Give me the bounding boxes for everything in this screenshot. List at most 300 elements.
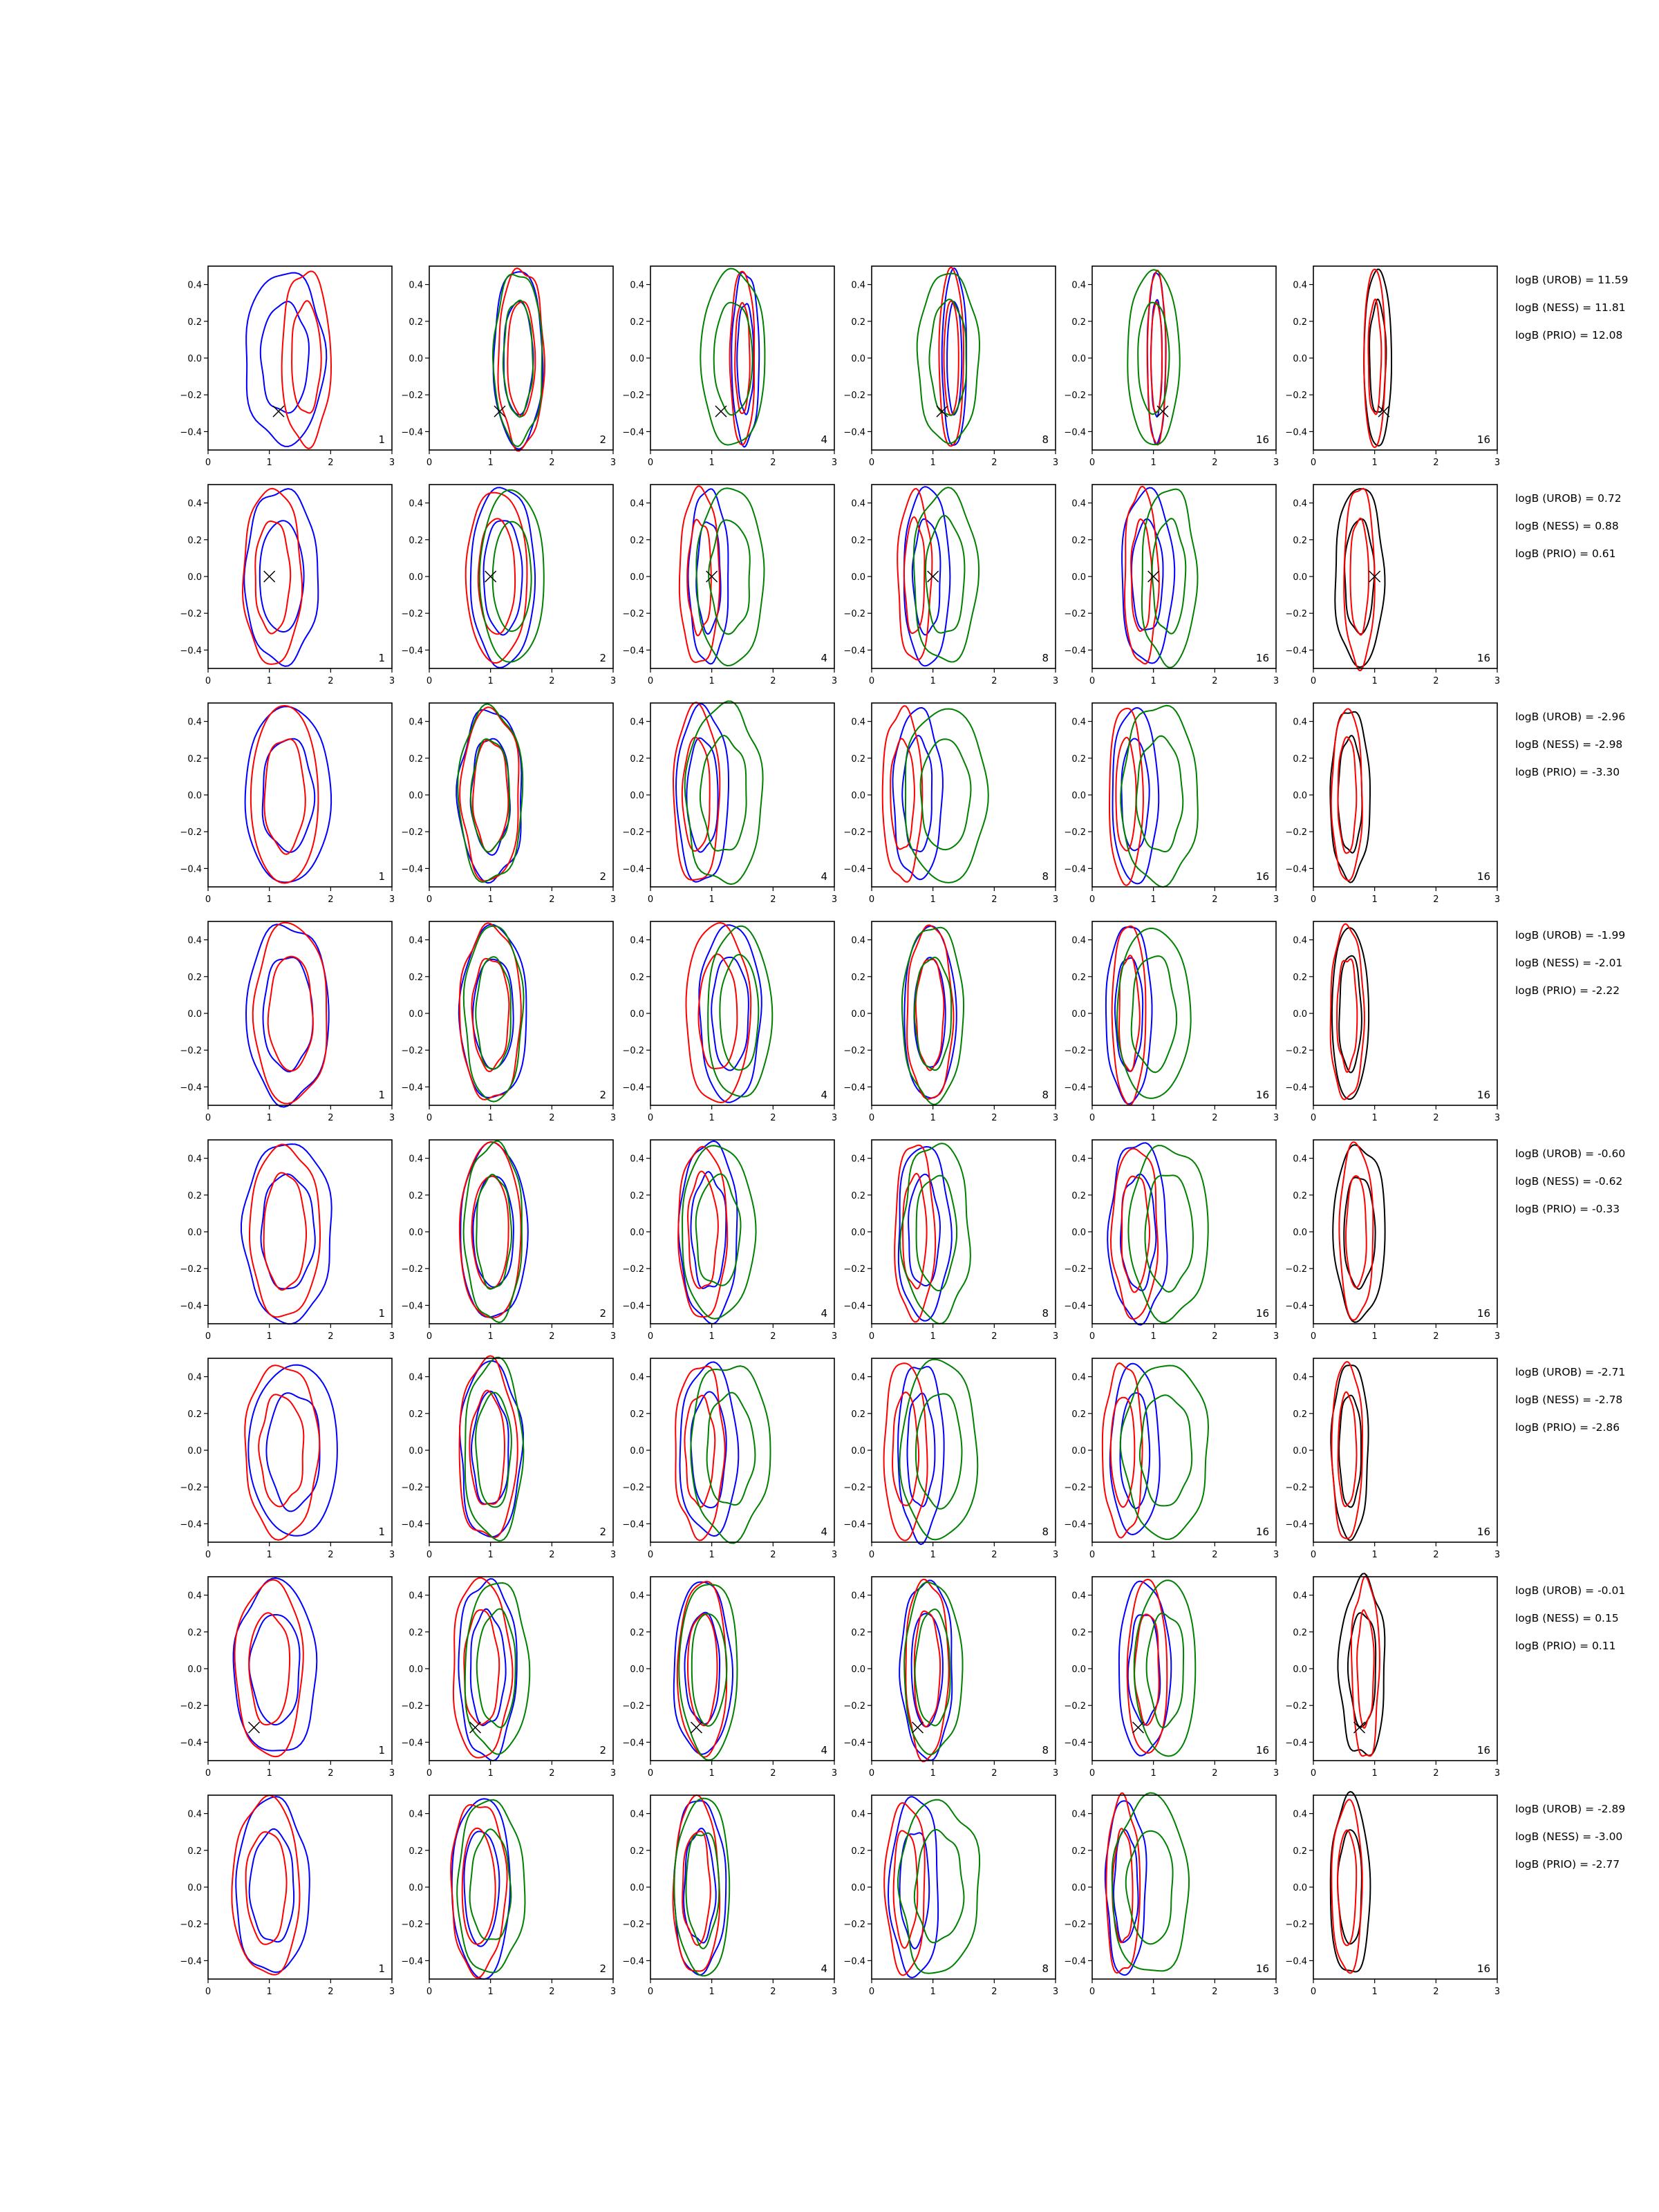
contour-red-level1 bbox=[1147, 270, 1166, 444]
panel-r3-c6 bbox=[1285, 703, 1500, 905]
panel-corner-label: 4 bbox=[821, 1526, 827, 1538]
logb-annotation: logB (NESS) = -3.00 bbox=[1515, 1830, 1623, 1843]
x-tick-label: 3 bbox=[1273, 1113, 1280, 1123]
x-tick-label: 1 bbox=[709, 676, 715, 686]
truth-marker bbox=[715, 406, 727, 417]
y-tick-label: 0.0 bbox=[851, 354, 865, 364]
y-tick-label: −0.2 bbox=[180, 827, 202, 838]
panel-r3-c4 bbox=[843, 703, 1058, 905]
y-tick-label: 0.0 bbox=[851, 791, 865, 801]
x-tick-label: 3 bbox=[1273, 894, 1280, 905]
y-tick-label: 0.2 bbox=[1293, 317, 1307, 328]
x-tick-label: 2 bbox=[1433, 1987, 1439, 1997]
contour-red-level2 bbox=[1338, 1830, 1356, 1946]
axes-frame bbox=[1313, 1795, 1497, 1979]
contour-green-level1 bbox=[480, 490, 544, 662]
x-tick-label: 3 bbox=[831, 1331, 838, 1342]
panel-r6-c4 bbox=[843, 1358, 1058, 1560]
x-tick-label: 3 bbox=[388, 1987, 395, 1997]
panel-r8-c4 bbox=[843, 1795, 1058, 1997]
x-tick-label: 3 bbox=[388, 458, 395, 468]
contour-blue-level2 bbox=[737, 303, 753, 414]
contour-blue-level1 bbox=[458, 1579, 516, 1761]
y-tick-label: 0.4 bbox=[1071, 1591, 1086, 1602]
panel-corner-label: 16 bbox=[1255, 1744, 1269, 1756]
y-tick-label: 0.4 bbox=[630, 1591, 644, 1602]
x-tick-label: 0 bbox=[426, 1550, 433, 1560]
y-tick-label: 0.2 bbox=[1293, 972, 1307, 983]
x-tick-label: 3 bbox=[388, 1331, 395, 1342]
contour-blue-level1 bbox=[680, 1362, 739, 1536]
x-tick-label: 1 bbox=[487, 1987, 494, 1997]
contour-red-level2 bbox=[264, 1173, 306, 1291]
axes-frame bbox=[208, 703, 392, 887]
panel-r5-c4 bbox=[843, 1140, 1058, 1342]
x-tick-label: 3 bbox=[610, 1113, 617, 1123]
contour-green-level1 bbox=[465, 1358, 524, 1541]
y-tick-label: 0.4 bbox=[409, 717, 423, 728]
x-tick-label: 2 bbox=[549, 1550, 555, 1560]
y-tick-label: −0.4 bbox=[180, 1956, 202, 1967]
y-tick-label: 0.4 bbox=[187, 1809, 202, 1820]
y-tick-label: 0.0 bbox=[1293, 1446, 1307, 1456]
panel-r6-c3 bbox=[622, 1358, 837, 1560]
y-tick-label: −0.2 bbox=[401, 391, 423, 402]
contour-red-level2 bbox=[259, 1394, 303, 1506]
contour-blue-level1 bbox=[904, 926, 956, 1098]
x-tick-label: 1 bbox=[487, 1331, 494, 1342]
x-tick-label: 2 bbox=[549, 1768, 555, 1779]
x-tick-label: 3 bbox=[1494, 676, 1501, 686]
x-tick-label: 3 bbox=[831, 1987, 838, 1997]
contour-blue-level1 bbox=[1107, 1143, 1167, 1324]
y-tick-label: 0.2 bbox=[630, 1409, 644, 1420]
y-tick-label: 0.2 bbox=[1071, 1190, 1086, 1201]
x-tick-label: 1 bbox=[487, 676, 494, 686]
x-tick-label: 0 bbox=[1089, 1550, 1096, 1560]
x-tick-label: 0 bbox=[1089, 1768, 1096, 1779]
panel-corner-label: 8 bbox=[1042, 1526, 1049, 1538]
x-tick-label: 1 bbox=[266, 1113, 272, 1123]
axes-frame bbox=[208, 1358, 392, 1542]
panel-r1-c2 bbox=[401, 266, 616, 468]
contour-red-level1 bbox=[243, 489, 302, 664]
panel-r2-c5 bbox=[1064, 485, 1279, 686]
logb-annotation: logB (UROB) = 0.72 bbox=[1515, 492, 1622, 505]
y-tick-label: 0.0 bbox=[409, 1446, 423, 1456]
y-tick-label: −0.4 bbox=[622, 1738, 644, 1749]
y-tick-label: 0.0 bbox=[630, 1665, 644, 1675]
x-tick-label: 3 bbox=[831, 1550, 838, 1560]
panel-corner-label: 2 bbox=[599, 870, 606, 883]
y-tick-label: −0.2 bbox=[1285, 609, 1307, 620]
y-tick-label: 0.4 bbox=[1071, 498, 1086, 509]
contour-red-level2 bbox=[469, 1390, 505, 1504]
y-tick-label: 0.4 bbox=[187, 1154, 202, 1165]
contour-green-level2 bbox=[1140, 1395, 1192, 1506]
x-tick-label: 3 bbox=[831, 458, 838, 468]
x-tick-label: 2 bbox=[1212, 1987, 1218, 1997]
y-tick-label: −0.2 bbox=[1285, 827, 1307, 838]
y-tick-label: −0.2 bbox=[622, 827, 644, 838]
logb-annotation: logB (UROB) = 11.59 bbox=[1515, 274, 1629, 286]
contour-blue-level2 bbox=[908, 1393, 935, 1506]
contour-blue-level2 bbox=[947, 301, 962, 415]
axes-frame bbox=[429, 485, 613, 668]
y-tick-label: 0.4 bbox=[187, 1372, 202, 1383]
x-tick-label: 2 bbox=[770, 1768, 776, 1779]
contour-red-level2 bbox=[1151, 302, 1162, 413]
panel-r8-c2 bbox=[401, 1795, 616, 1997]
y-tick-label: 0.4 bbox=[409, 1372, 423, 1383]
x-tick-label: 1 bbox=[1371, 1113, 1378, 1123]
panel-corner-label: 1 bbox=[378, 1962, 385, 1975]
y-tick-label: −0.4 bbox=[843, 1082, 865, 1094]
contour-red-level2 bbox=[1351, 518, 1369, 635]
panel-r7-c4 bbox=[843, 1577, 1058, 1779]
x-tick-label: 2 bbox=[549, 894, 555, 905]
axes-frame bbox=[208, 485, 392, 668]
y-tick-label: 0.4 bbox=[409, 935, 423, 946]
y-tick-label: −0.2 bbox=[1064, 1264, 1086, 1275]
y-tick-label: 0.2 bbox=[1071, 317, 1086, 328]
y-tick-label: 0.0 bbox=[630, 572, 644, 583]
axes-frame bbox=[1313, 1577, 1497, 1761]
panel-r7-c1 bbox=[180, 1577, 395, 1779]
x-tick-label: 2 bbox=[1212, 1550, 1218, 1560]
y-tick-label: 0.4 bbox=[187, 280, 202, 291]
x-tick-label: 1 bbox=[487, 894, 494, 905]
y-tick-label: 0.2 bbox=[630, 1846, 644, 1857]
logb-annotation: logB (PRIO) = -2.86 bbox=[1515, 1421, 1620, 1434]
x-tick-label: 3 bbox=[1052, 1768, 1059, 1779]
panel-corner-label: 16 bbox=[1477, 652, 1490, 664]
contour-green-level2 bbox=[477, 1609, 516, 1728]
y-tick-label: 0.4 bbox=[630, 1809, 644, 1820]
x-tick-label: 2 bbox=[1433, 894, 1439, 905]
x-tick-label: 0 bbox=[426, 894, 433, 905]
panel-corner-label: 16 bbox=[1255, 1307, 1269, 1320]
contour-blue-level2 bbox=[263, 739, 315, 852]
x-tick-label: 0 bbox=[1310, 1113, 1317, 1123]
y-tick-label: 0.4 bbox=[630, 717, 644, 728]
panel-r8-c1 bbox=[180, 1795, 395, 1997]
contour-red-level1 bbox=[253, 923, 327, 1104]
y-tick-label: 0.0 bbox=[409, 572, 423, 583]
y-tick-label: 0.4 bbox=[851, 935, 865, 946]
y-tick-label: −0.4 bbox=[1285, 1738, 1307, 1749]
y-tick-label: 0.0 bbox=[630, 1009, 644, 1020]
y-tick-label: −0.2 bbox=[180, 1046, 202, 1057]
contour-green-level2 bbox=[692, 1614, 727, 1726]
panel-r6-c1 bbox=[180, 1358, 395, 1560]
x-tick-label: 2 bbox=[1212, 1768, 1218, 1779]
y-tick-label: 0.4 bbox=[1293, 717, 1307, 728]
x-tick-label: 0 bbox=[205, 1768, 212, 1779]
x-tick-label: 1 bbox=[266, 458, 272, 468]
panel-r2-c2 bbox=[401, 485, 616, 686]
y-tick-label: 0.4 bbox=[1071, 1809, 1086, 1820]
y-tick-label: 0.0 bbox=[1293, 1665, 1307, 1675]
x-tick-label: 1 bbox=[930, 1113, 936, 1123]
contour-blue-level2 bbox=[473, 959, 514, 1069]
y-tick-label: 0.2 bbox=[630, 535, 644, 546]
x-tick-label: 0 bbox=[426, 1987, 433, 1997]
logb-annotation: logB (UROB) = -0.01 bbox=[1515, 1584, 1626, 1597]
panel-corner-label: 2 bbox=[599, 433, 606, 446]
y-tick-label: 0.0 bbox=[851, 1446, 865, 1456]
y-tick-label: 0.2 bbox=[409, 1627, 423, 1638]
contour-red-level1 bbox=[939, 268, 964, 446]
y-tick-label: 0.2 bbox=[1071, 1409, 1086, 1420]
x-tick-label: 2 bbox=[549, 1331, 555, 1342]
contour-green-level2 bbox=[476, 1174, 512, 1289]
y-tick-label: −0.2 bbox=[180, 1920, 202, 1931]
logb-annotation: logB (NESS) = -0.62 bbox=[1515, 1175, 1623, 1188]
y-tick-label: 0.0 bbox=[187, 1883, 202, 1893]
x-tick-label: 1 bbox=[266, 1768, 272, 1779]
axes-frame bbox=[429, 266, 613, 450]
y-tick-label: 0.0 bbox=[187, 572, 202, 583]
contour-red-level2 bbox=[507, 301, 535, 416]
logb-annotation: logB (NESS) = 0.88 bbox=[1515, 520, 1619, 532]
axes-frame bbox=[872, 1358, 1056, 1542]
contour-red-level2 bbox=[894, 1830, 918, 1948]
x-tick-label: 2 bbox=[991, 676, 997, 686]
x-tick-label: 1 bbox=[487, 1550, 494, 1560]
x-tick-label: 2 bbox=[991, 1331, 997, 1342]
contour-red-level1 bbox=[1331, 1799, 1362, 1973]
y-tick-label: 0.0 bbox=[1293, 1228, 1307, 1238]
y-tick-label: 0.4 bbox=[630, 1372, 644, 1383]
x-tick-label: 2 bbox=[770, 1987, 776, 1997]
x-tick-label: 2 bbox=[1433, 458, 1439, 468]
contour-blue-level1 bbox=[236, 1797, 310, 1972]
x-tick-label: 2 bbox=[549, 1113, 555, 1123]
x-tick-label: 2 bbox=[328, 1550, 334, 1560]
x-tick-label: 3 bbox=[1273, 1550, 1280, 1560]
axes-frame bbox=[1092, 266, 1276, 450]
y-tick-label: −0.4 bbox=[1064, 1956, 1086, 1967]
y-tick-label: −0.4 bbox=[180, 1082, 202, 1094]
y-tick-label: 0.2 bbox=[630, 753, 644, 765]
y-tick-label: −0.4 bbox=[180, 427, 202, 438]
x-tick-label: 1 bbox=[1371, 458, 1378, 468]
x-tick-label: 3 bbox=[831, 894, 838, 905]
contour-green-level1 bbox=[1127, 270, 1179, 444]
panel-r1-c5 bbox=[1064, 266, 1279, 468]
y-tick-label: −0.4 bbox=[622, 1519, 644, 1530]
panel-r5-c5 bbox=[1064, 1140, 1279, 1342]
logb-annotation: logB (NESS) = 11.81 bbox=[1515, 301, 1626, 314]
y-tick-label: 0.4 bbox=[187, 498, 202, 509]
contour-blue-level2 bbox=[471, 1609, 506, 1726]
x-tick-label: 2 bbox=[328, 676, 334, 686]
contour-red-level1 bbox=[1109, 709, 1143, 885]
panel-r6-c6 bbox=[1285, 1358, 1500, 1560]
y-tick-label: −0.2 bbox=[1064, 1483, 1086, 1494]
x-tick-label: 0 bbox=[647, 1113, 654, 1123]
y-tick-label: 0.2 bbox=[851, 972, 865, 983]
y-tick-label: −0.4 bbox=[843, 1738, 865, 1749]
contour-green-level1 bbox=[900, 1360, 978, 1540]
y-tick-label: 0.4 bbox=[1071, 717, 1086, 728]
y-tick-label: 0.4 bbox=[187, 717, 202, 728]
y-tick-label: 0.4 bbox=[1293, 280, 1307, 291]
y-tick-label: −0.4 bbox=[401, 1082, 423, 1094]
panel-r4-c5 bbox=[1064, 921, 1279, 1123]
y-tick-label: 0.2 bbox=[409, 1409, 423, 1420]
contour-blue-level2 bbox=[711, 957, 749, 1071]
x-tick-label: 0 bbox=[1089, 1113, 1096, 1123]
contour-green-level1 bbox=[1134, 1580, 1196, 1756]
panel-r3-c1 bbox=[180, 703, 395, 905]
contour-green-level2 bbox=[720, 955, 758, 1070]
x-tick-label: 0 bbox=[868, 458, 875, 468]
contour-green-level2 bbox=[709, 520, 750, 634]
y-tick-label: −0.2 bbox=[401, 1920, 423, 1931]
contour-green-level2 bbox=[1138, 303, 1169, 414]
x-tick-label: 0 bbox=[1310, 894, 1317, 905]
y-tick-label: 0.2 bbox=[409, 1190, 423, 1201]
panel-corner-label: 4 bbox=[821, 652, 827, 664]
x-tick-label: 1 bbox=[266, 1331, 272, 1342]
x-tick-label: 1 bbox=[709, 1768, 715, 1779]
x-tick-label: 0 bbox=[1089, 1331, 1096, 1342]
axes-frame bbox=[1092, 485, 1276, 668]
panel-r2-c3 bbox=[622, 485, 837, 686]
panel-r5-c3 bbox=[622, 1140, 837, 1342]
x-tick-label: 1 bbox=[1371, 1331, 1378, 1342]
contour-green-level1 bbox=[898, 1800, 980, 1974]
y-tick-label: 0.2 bbox=[630, 1190, 644, 1201]
truth-marker bbox=[1148, 571, 1159, 582]
x-tick-label: 3 bbox=[1494, 1550, 1501, 1560]
y-tick-label: 0.4 bbox=[1293, 1154, 1307, 1165]
y-tick-label: −0.4 bbox=[1285, 427, 1307, 438]
x-tick-label: 1 bbox=[930, 1768, 936, 1779]
panel-r4-c2 bbox=[401, 921, 616, 1123]
x-tick-label: 0 bbox=[1310, 458, 1317, 468]
y-tick-label: 0.2 bbox=[1071, 1627, 1086, 1638]
x-tick-label: 1 bbox=[266, 676, 272, 686]
x-tick-label: 0 bbox=[1089, 1987, 1096, 1997]
y-tick-label: −0.2 bbox=[622, 1264, 644, 1275]
logb-annotation: logB (PRIO) = -0.33 bbox=[1515, 1203, 1620, 1215]
panel-r1-c6 bbox=[1285, 266, 1500, 468]
y-tick-label: −0.4 bbox=[1064, 646, 1086, 657]
x-tick-label: 0 bbox=[1089, 458, 1096, 468]
x-tick-label: 0 bbox=[205, 458, 212, 468]
panel-corner-label: 4 bbox=[821, 1744, 827, 1756]
contour-blue-level1 bbox=[893, 708, 943, 879]
contour-red-level1 bbox=[1331, 709, 1362, 880]
axes-frame bbox=[650, 485, 834, 668]
panel-corner-label: 4 bbox=[821, 870, 827, 883]
panel-corner-label: 8 bbox=[1042, 1744, 1049, 1756]
x-tick-label: 0 bbox=[1310, 676, 1317, 686]
y-tick-label: 0.4 bbox=[851, 1591, 865, 1602]
x-tick-label: 2 bbox=[1433, 676, 1439, 686]
y-tick-label: 0.2 bbox=[187, 1846, 202, 1857]
y-tick-label: 0.0 bbox=[1293, 572, 1307, 583]
y-tick-label: 0.4 bbox=[187, 1591, 202, 1602]
y-tick-label: 0.0 bbox=[630, 1228, 644, 1238]
y-tick-label: 0.0 bbox=[1071, 354, 1086, 364]
x-tick-label: 2 bbox=[1433, 1550, 1439, 1560]
y-tick-label: 0.2 bbox=[851, 1627, 865, 1638]
x-tick-label: 3 bbox=[610, 1550, 617, 1560]
contour-red-level2 bbox=[903, 1174, 927, 1289]
y-tick-label: 0.0 bbox=[1293, 791, 1307, 801]
contour-green-level2 bbox=[916, 1394, 962, 1508]
contour-red-level2 bbox=[1346, 1176, 1367, 1288]
y-tick-label: −0.4 bbox=[1064, 864, 1086, 875]
x-tick-label: 0 bbox=[647, 1550, 654, 1560]
axes-frame bbox=[1313, 266, 1497, 450]
x-tick-label: 3 bbox=[1052, 894, 1059, 905]
y-tick-label: 0.2 bbox=[187, 753, 202, 765]
truth-marker bbox=[485, 571, 496, 582]
panel-r8-c5 bbox=[1064, 1793, 1279, 1997]
truth-marker bbox=[912, 1722, 924, 1733]
x-tick-label: 0 bbox=[426, 1768, 433, 1779]
y-tick-label: −0.4 bbox=[401, 427, 423, 438]
x-tick-label: 0 bbox=[868, 1768, 875, 1779]
contour-blue-level1 bbox=[674, 1582, 733, 1754]
x-tick-label: 1 bbox=[1371, 1768, 1378, 1779]
x-tick-label: 2 bbox=[991, 1987, 997, 1997]
x-tick-label: 2 bbox=[1433, 1331, 1439, 1342]
contour-red-level1 bbox=[235, 1580, 303, 1757]
x-tick-label: 2 bbox=[770, 1113, 776, 1123]
panel-corner-label: 4 bbox=[821, 1089, 827, 1101]
y-tick-label: 0.2 bbox=[1071, 972, 1086, 983]
contour-red-level2 bbox=[255, 521, 290, 634]
y-tick-label: −0.2 bbox=[401, 1046, 423, 1057]
x-tick-label: 0 bbox=[868, 1987, 875, 1997]
logb-annotation: logB (NESS) = -2.01 bbox=[1515, 957, 1623, 969]
axes-frame bbox=[1313, 485, 1497, 668]
contour-blue-level1 bbox=[241, 1144, 332, 1324]
panel-corner-label: 8 bbox=[1042, 870, 1049, 883]
logb-annotation: logB (PRIO) = -2.77 bbox=[1515, 1858, 1620, 1871]
x-tick-label: 1 bbox=[930, 458, 936, 468]
contour-green-level2 bbox=[915, 1830, 964, 1942]
y-tick-label: 0.2 bbox=[409, 317, 423, 328]
panel-r1-c1 bbox=[180, 266, 395, 468]
y-tick-label: 0.2 bbox=[851, 317, 865, 328]
logb-annotation: logB (NESS) = -2.98 bbox=[1515, 738, 1623, 751]
x-tick-label: 0 bbox=[205, 1550, 212, 1560]
x-tick-label: 3 bbox=[1494, 458, 1501, 468]
y-tick-label: −0.2 bbox=[1285, 1701, 1307, 1712]
contour-red-level1 bbox=[884, 1803, 925, 1975]
y-tick-label: 0.0 bbox=[409, 791, 423, 801]
x-tick-label: 0 bbox=[868, 1550, 875, 1560]
y-tick-label: −0.4 bbox=[1064, 1301, 1086, 1312]
panel-r3-c5 bbox=[1064, 703, 1279, 905]
logb-annotation: logB (UROB) = -1.99 bbox=[1515, 929, 1626, 941]
contour-green-level1 bbox=[457, 1800, 525, 1973]
x-tick-label: 3 bbox=[1273, 1768, 1280, 1779]
x-tick-label: 1 bbox=[487, 1768, 494, 1779]
y-tick-label: 0.4 bbox=[409, 1591, 423, 1602]
y-tick-label: 0.0 bbox=[409, 1009, 423, 1020]
y-tick-label: 0.0 bbox=[851, 1665, 865, 1675]
contour-green-level2 bbox=[493, 522, 532, 632]
y-tick-label: −0.2 bbox=[1064, 1701, 1086, 1712]
